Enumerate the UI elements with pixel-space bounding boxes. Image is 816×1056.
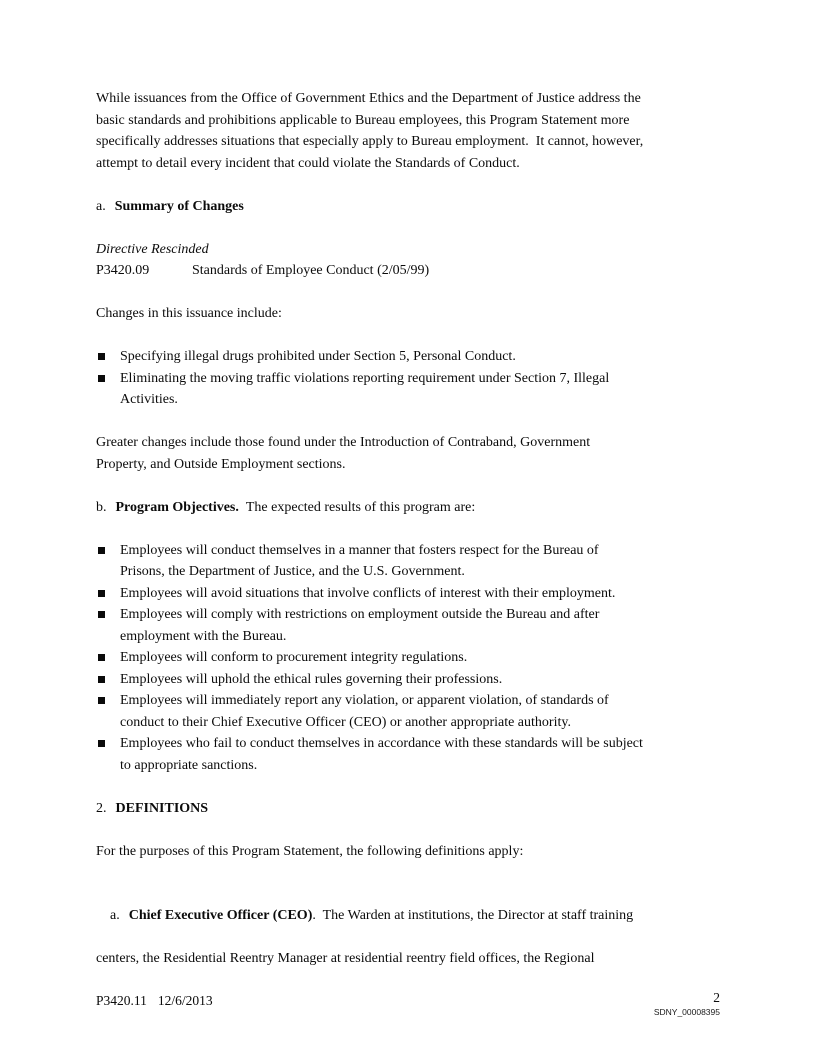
greater-changes-paragraph: Greater changes include those found under the Introduction of Contraband, Government Property, and Outside Employment sections.: [96, 435, 591, 472]
bullet-square-icon: [98, 547, 105, 554]
heading-definitions: [96, 798, 720, 820]
list-item: [96, 647, 720, 669]
definition-text-line2: centers, the Residential Reentry Manager at residential reentry field offices, the Regional: [96, 951, 595, 966]
changes-intro: Changes in this issuance include:: [96, 306, 282, 321]
list-item: [96, 346, 720, 368]
list-item-text: Employees will conduct themselves in a manner that fosters respect for the Bureau of Prisons, the Department of Justice, and the U.S. Government.: [120, 542, 599, 579]
list-item: [96, 540, 720, 583]
bullet-square-icon: [98, 611, 105, 618]
list-item-text: Employees will avoid situations that involve conflicts of interest with their employment.: [120, 585, 616, 601]
directive-rescinded-label: Directive Rescinded: [96, 241, 209, 257]
list-item: [96, 583, 720, 605]
page-number: 2: [713, 990, 720, 1005]
footer-doc-info: [96, 990, 213, 1012]
heading-title: Program Objectives.: [115, 499, 239, 515]
list-item-text: Employees who fail to conduct themselves in accordance with these standards will be subject to appropriate sanctions.: [120, 736, 643, 773]
bates-stamp: SDNY_00008395: [653, 1007, 720, 1017]
heading-prefix: a.: [96, 198, 106, 214]
heading-prefix: b.: [96, 499, 107, 515]
list-item-text: Employees will conform to procurement integrity regulations.: [120, 650, 468, 665]
list-item: [96, 690, 720, 733]
changes-bullet-list: [96, 346, 720, 411]
heading-program-objectives: [96, 497, 720, 519]
list-item-text: Eliminating the moving traffic violations reporting requirement under Section 7, Illegal Activities.: [120, 370, 610, 407]
footer-doc-number: P3420.11: [96, 993, 147, 1008]
list-item-text: Employees will immediately report any violation, or apparent violation, of standards of conduct to their Chief Executive Officer (CEO) or another appropriate authority.: [120, 693, 609, 730]
definitions-intro: For the purposes of this Program Statement, the following definitions apply:: [96, 843, 524, 859]
directive-title: Standards of Employee Conduct (2/05/99): [192, 263, 430, 278]
list-item: [96, 604, 720, 647]
objectives-bullet-list: [96, 540, 720, 777]
bullet-square-icon: [98, 375, 105, 382]
definition-term: Chief Executive Officer (CEO): [128, 908, 313, 923]
directive-rescinded-block: [96, 239, 720, 282]
heading-title: Summary of Changes: [114, 198, 244, 214]
list-item-text: Employees will uphold the ethical rules governing their professions.: [120, 671, 503, 687]
definition-text-line1: . The Warden at institutions, the Director at staff training: [312, 908, 634, 923]
page-footer: [96, 990, 720, 1018]
list-item-text: Employees will comply with restrictions on employment outside the Bureau and after employment with the Bureau.: [120, 607, 600, 644]
list-item: [96, 368, 720, 411]
footer-date: 12/6/2013: [157, 993, 213, 1008]
heading-title: DEFINITIONS: [115, 800, 209, 816]
bullet-square-icon: [98, 353, 105, 360]
bullet-square-icon: [98, 697, 105, 704]
bullet-square-icon: [98, 654, 105, 661]
heading-summary-of-changes: [96, 196, 720, 218]
directive-number: P3420.09: [96, 263, 150, 278]
directive-rescinded-entry: [96, 260, 720, 282]
list-item: [96, 669, 720, 691]
heading-rest: The expected results of this program are:: [245, 499, 476, 515]
list-item: [96, 733, 720, 776]
list-item-text: Specifying illegal drugs prohibited under Section 5, Personal Conduct.: [120, 349, 516, 364]
heading-prefix: 2.: [96, 800, 107, 816]
footer-right: [654, 990, 720, 1018]
bullet-square-icon: [98, 590, 105, 597]
intro-paragraph: While issuances from the Office of Government Ethics and the Department of Justice address the basic standards and prohibitions applicable to Bureau employees, this Program Statement more specifically addresses situations that especially apply to Bureau employment. It cannot, however, attempt to detail every incident that could violate the Standards of Conduct.: [96, 91, 644, 171]
bullet-square-icon: [98, 676, 105, 683]
bullet-square-icon: [98, 740, 105, 747]
definition-prefix: a.: [110, 908, 120, 923]
